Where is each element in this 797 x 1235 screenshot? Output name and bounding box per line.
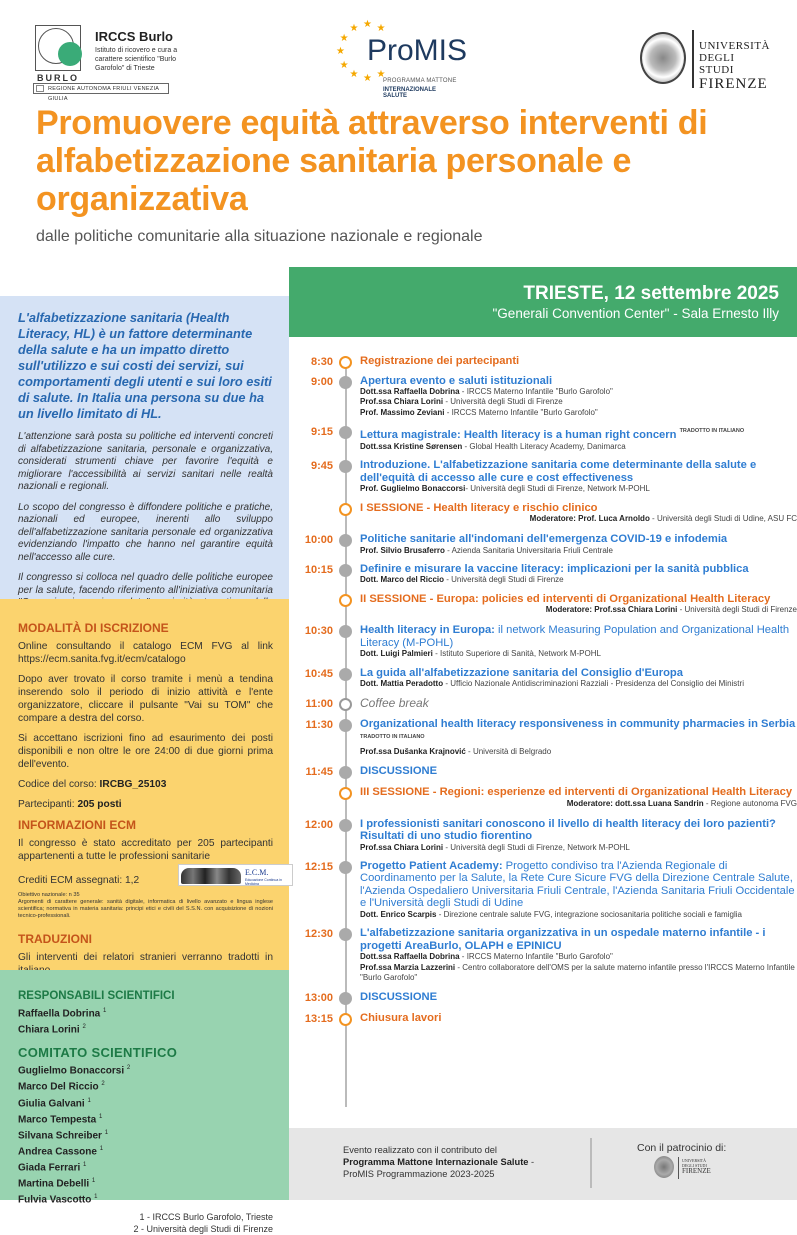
agenda-title: La guida all'alfabetizzazione sanitaria del Consiglio d'Europa [360, 666, 683, 679]
committee-member: Chiara Lorini $^2$ [18, 1024, 86, 1036]
session-header [289, 502, 797, 525]
star-icon: ★ [349, 69, 359, 81]
committee-member: Martina Debelli $^1$ [18, 1178, 96, 1190]
footer-divider [590, 1138, 592, 1188]
session-moderator: Moderatore: Prof.ssa Chiara Lorini - Università degli Studi di Firenze [545, 605, 797, 615]
agenda-title: Registrazione dei partecipanti [360, 355, 520, 367]
agenda-title: Coffee break [360, 695, 429, 710]
agenda-item [289, 375, 797, 419]
agenda-time: 11:00 [305, 697, 333, 710]
speaker: Dott.ssa Raffaella Dobrina - IRCCS Materno Infantile "Burlo Garofolo" [360, 952, 613, 962]
committee-member: Giada Ferrari $^1$ [18, 1162, 87, 1174]
agenda-title: DISCUSSIONE [360, 764, 438, 777]
event-date: TRIESTE, 12 settembre 2025 [523, 283, 779, 304]
ecm-logo [178, 864, 293, 886]
agenda-item [289, 425, 797, 452]
agenda-time: 13:15 [304, 1013, 333, 1026]
speaker: Dott. Marco del Riccio - Università degli Studi di Firenze [360, 575, 564, 585]
agenda-time: 12:30 [304, 928, 333, 941]
patronage-label: Con il patrocinio di: [637, 1142, 727, 1154]
intro-paragraph: Lo scopo del congresso è diffondere politiche e pratiche, nazionali ed europee, inerenti allo sviluppo dell'alfabetizzazione sanitaria personale ed organizzativa evidenziando l'impatto che hanno nel garantire equità nell'accesso alle cure. [18, 501, 273, 563]
agenda-item [289, 818, 797, 853]
agenda-item [289, 1012, 797, 1025]
agenda-item [289, 991, 797, 1004]
page-title: Promuovere equità attraverso interventi di alfabetizzazione sanitaria personale e organizzativa [36, 104, 708, 218]
star-icon: ★ [376, 69, 386, 81]
speaker: Dott.ssa Raffaella Dobrina - IRCCS Materno Infantile "Burlo Garofolo" [360, 387, 613, 396]
committee-member: Marco Del Riccio $^2$ [18, 1081, 105, 1093]
translated-badge: TRADOTTO IN ITALIANO [679, 428, 745, 435]
timeline-dot-icon [339, 861, 352, 874]
ecm-logo-sub: Educazione Continua in Medicina [245, 878, 282, 886]
footnote-2: 2 - Università degli Studi di Firenze [133, 1224, 273, 1235]
intro-panel [0, 296, 289, 599]
agenda-item [289, 563, 797, 586]
speaker: Prof.ssa Dušanka Krajnović - Università di Belgrado [360, 747, 552, 757]
timeline-dot-icon [339, 819, 352, 832]
agenda-time: 12:00 [304, 818, 333, 831]
ecm-accreditation: Il congresso è stato accreditato per 205 partecipanti appartenenti a tutte le professioni sanitarie [18, 838, 273, 862]
agenda-time: 11:45 [305, 765, 333, 778]
timeline-dot-icon [339, 376, 352, 389]
agenda-time: 10:15 [304, 563, 333, 576]
footer-program: Programma Mattone Internazionale Salute [343, 1157, 529, 1167]
session-title: I SESSIONE - Health literacy e rischio clinico [360, 501, 598, 514]
committee-member: Silvana Schreiber $^1$ [18, 1129, 109, 1142]
timeline-dot-icon [339, 992, 352, 1005]
resp-heading: RESPONSABILI SCIENTIFICI [18, 990, 175, 1002]
timeline-dot-icon [339, 928, 352, 941]
break-marker-icon [339, 698, 352, 711]
agenda-item [289, 927, 797, 983]
unifi-line3: FIRENZE [699, 76, 768, 92]
speaker: Prof. Guglielmo Bonaccorsi- Università degli Studi di Firenze, Network M-POHL [360, 484, 650, 494]
committee-panel [0, 970, 289, 1235]
timeline-dot-icon [339, 426, 352, 439]
burlo-wordmark: BURLO [37, 73, 79, 83]
agenda-time: 10:30 [304, 625, 333, 638]
timeline-dot-icon [339, 625, 352, 638]
agenda-time: 8:30 [310, 356, 333, 368]
committee-member: Fulvia Vascotto $^1$ [18, 1194, 98, 1206]
agenda-time: 10:00 [304, 534, 333, 547]
burlo-mark-icon [35, 25, 81, 71]
unifi-line1: UNIVERSITÀ [699, 40, 770, 52]
star-icon: ★ [339, 32, 349, 44]
star-icon: ★ [339, 59, 349, 71]
ecm-credits: Crediti ECM assegnati: 1,2 [18, 875, 140, 886]
event-header [289, 267, 797, 337]
regione-label: REGIONE AUTONOMA FRIULI VENEZIA GIULIA [48, 86, 159, 102]
speaker: Prof.ssa Chiara Lorini - Università degli Studi di Firenze [360, 397, 563, 407]
speaker: Dott. Enrico Scarpis - Direzione centrale salute FVG, integrazione sociosanitaria politiche sociali e famiglia [360, 909, 742, 919]
timeline-dot-icon [339, 534, 352, 547]
promis-sub2: INTERNAZIONALE SALUTE [383, 87, 436, 99]
unifi-seal-icon [654, 1156, 674, 1178]
star-icon: ★ [363, 73, 372, 84]
agenda-title: L'alfabetizzazione sanitaria organizzativa in un ospedale materno infantile - i progetti AreaBurlo, OLAPH e EPINICU [360, 927, 766, 952]
intro-paragraph: L'attenzione sarà posta su politiche ed interventi concreti di alfabetizzazione sanitaria, personale e organizzativa, considerati strumenti chiave per favorire l'equità e migliorare l'accessibilità ai servizi sanitari nelle realtà nazionali e regionali. [18, 431, 273, 492]
session-marker-icon [339, 594, 352, 607]
session-marker-icon [339, 503, 352, 516]
intro-lead: L'alfabetizzazione sanitaria (Health Literacy, HL) è un fattore determinante della salute e ha un impatto diretto sull'utilizzo e sui costi dei servizi, sui comportamenti degli utenti e sui loro esiti di salute. In Italia una persona su due ha un livello limitato di HL. [18, 310, 272, 421]
agenda-title: Politiche sanitarie all'indomani dell'emergenza COVID-19 e infodemia [360, 533, 728, 546]
agenda-item [289, 533, 797, 556]
burlo-description: Istituto di ricovero e cura a carattere scientifico "Burlo Garofolo" di Trieste [95, 47, 178, 72]
star-icon: ★ [349, 22, 359, 34]
timeline-dot-icon [339, 719, 352, 732]
agenda-item [289, 459, 797, 494]
comitato-heading: COMITATO SCIENTIFICO [18, 1045, 178, 1061]
speaker: Prof.ssa Marzia Lazzerini - Centro collaboratore dell'OMS per la salute materno infantile presso l'IRCCS Materno Infantile "Burlo Garofolo" [360, 962, 795, 983]
page-subtitle: dalle politiche comunitarie alla situazione nazionale e regionale [36, 228, 483, 245]
ecm-people-icon [181, 868, 241, 884]
members-list [18, 1062, 273, 1207]
agenda-item [289, 860, 797, 920]
speaker: Dott. Mattia Peradotto - Ufficio Nazionale Antidiscriminazioni Razziali - Presidenza del Consiglio dei Ministri [360, 679, 744, 689]
agenda-item [289, 718, 797, 757]
translations-heading: TRADUZIONI [18, 932, 92, 946]
footer-unifi-logo: UNIVERSITÀ DEGLI STUDI FIRENZE [654, 1156, 714, 1186]
star-icon: ★ [363, 19, 372, 30]
agenda-time: 13:00 [304, 991, 333, 1004]
star-icon: ★ [336, 46, 345, 57]
timeline-dot-icon [339, 564, 352, 577]
registration-heading: MODALITÀ DI ISCRIZIONE [18, 621, 169, 635]
agenda-title: DISCUSSIONE [360, 990, 438, 1003]
agenda [289, 355, 797, 1032]
agenda-time: 9:45 [310, 460, 333, 473]
star-icon: ★ [376, 22, 386, 34]
footnote-1: 1 - IRCCS Burlo Garofolo, Trieste [139, 1212, 273, 1223]
footer-line1: Evento realizzato con il contributo del [343, 1145, 498, 1155]
agenda-item [289, 667, 797, 690]
speaker: Prof. Massimo Zeviani - IRCCS Materno Infantile "Burlo Garofolo" [360, 407, 598, 417]
ecm-objective: Obiettivo nazionale: n 35 [18, 892, 80, 898]
speaker: Prof.ssa Chiara Lorini - Università degli Studi di Firenze, Network M-POHL [360, 842, 630, 852]
agenda-title: Definire e misurare la vaccine literacy: implicazioni per la sanità pubblica [360, 562, 749, 575]
agenda-title: Apertura evento e saluti istituzionali [360, 374, 553, 387]
agenda-title: Health literacy in Europa: il network Measuring Population and Organizational Health Literacy (M-POHL) [360, 624, 790, 649]
agenda-time: 11:30 [305, 719, 333, 732]
timeline-dot-icon [339, 766, 352, 779]
translated-badge: TRADOTTO IN ITALIANO [360, 733, 425, 740]
agenda-time: 12:15 [304, 860, 333, 873]
agenda-title: Lettura magistrale: Health literacy is a human right concern $^{TRADOTTO IN ITALIANO}$ [360, 428, 745, 442]
session-header [289, 593, 797, 616]
ecm-heading: INFORMAZIONI ECM [18, 818, 136, 832]
agenda-item [289, 624, 797, 659]
registration-panel [0, 599, 289, 970]
committee-member: Andrea Cassone $^1$ [18, 1145, 104, 1158]
session-moderator: Moderatore: dott.ssa Luana Sandrin - Regione autonoma FVG [566, 798, 797, 808]
regione-flag-icon [36, 85, 44, 92]
timeline-ring-icon [339, 356, 352, 369]
agenda-title: Progetto Patient Academy: Progetto condiviso tra l'Azienda Regionale di Coordinamento per la Salute, la Rete Cure Sicure FVG della Direzione Centrale Salute, l'Azienda Ospedaliero Universitaria Friuli Centrale, l'Azienda Sanitaria Friuli Occidentale e l'Università degli Studi di Udine [360, 859, 795, 910]
translations-text: Gli interventi dei relatori stranieri verranno tradotti in [18, 952, 273, 963]
timeline-dot-icon [339, 460, 352, 473]
resp-list [18, 1005, 273, 1037]
timeline-ring-icon [339, 1013, 352, 1026]
agenda-item [289, 697, 797, 710]
footer: Evento realizzato con il contributo del Programma Mattone Internazionale Salute - ProMIS Programmazione 2023-2025 Con il patrocinio di: UNIVERSITÀ DEGLI STUDI FIRENZE [289, 1128, 797, 1200]
agenda-title: Chiusura lavori [360, 1012, 442, 1025]
regione-fvg-badge [33, 83, 169, 102]
speaker: Dott.ssa Kristine Sørensen - Global Health Literacy Academy, Danimarca [360, 441, 626, 451]
agenda-time: 9:00 [310, 375, 333, 388]
agenda-time: 9:15 [310, 426, 333, 439]
registration-deadline: Si accettano iscrizioni fino ad esaurimento dei posti disponibili e non oltre le ore 24:00 di due giorni prima dell'evento. [18, 733, 273, 770]
agenda-time: 10:45 [304, 667, 333, 680]
session-title: III SESSIONE - Regioni: esperienze ed interventi di Organizational Health Literacy [360, 786, 793, 799]
committee-member: Raffaella Dobrina $^1$ [18, 1008, 107, 1020]
session-marker-icon [339, 787, 352, 800]
promis-sub1: PROGRAMMA MATTONE [383, 78, 457, 84]
registration-instructions: Dopo aver trovato il corso tramite i menù a tendina inserendo solo il periodo di inizio attività e l'ente organizzatore, cliccare il pulsante "Vai su TOM" che compare a destra del corso. [18, 674, 273, 724]
session-header [289, 786, 797, 809]
course-code-value: IRCBG_25103 [99, 779, 167, 790]
agenda-item [289, 765, 797, 778]
committee-member: Giulia Galvani $^1$ [18, 1097, 91, 1109]
speaker: Prof. Silvio Brusaferro - Azienda Sanitaria Universitaria Friuli Centrale [360, 545, 613, 555]
event-venue: "Generali Convention Center" - Sala Ernesto Illy [492, 306, 779, 321]
footer-line3: ProMIS Programmazione 2023-2025 [343, 1169, 495, 1179]
ecm-logo-text: E.C.M. [245, 868, 269, 877]
participants: Partecipanti: 205 posti [18, 799, 122, 810]
agenda-title: I professionisti sanitari conoscono il livello di health literacy dei loro pazienti? Risultati di uno studio fiorentino [360, 817, 776, 843]
promis-name: ProMIS [367, 34, 468, 67]
session-moderator: Moderatore: Prof. Luca Arnoldo - Università degli Studi di Udine, ASU FC [529, 514, 797, 524]
session-title: II SESSIONE - Europa: policies ed interventi di Organizational Health Literacy [360, 592, 771, 605]
participants-value: 205 posti [77, 799, 122, 810]
agenda-title: Organizational health literacy responsiveness in community pharmacies in Serbia $^{TRADOTTO IN ITALIANO}$ [360, 718, 796, 740]
speaker: Dott. Luigi Palmieri - Istituto Superiore di Sanità, Network M-POHL [360, 649, 601, 659]
committee-member: Guglielmo Bonaccorsi $^2$ [18, 1065, 131, 1077]
burlo-name: IRCCS Burlo [95, 29, 173, 44]
unifi-seal-icon [640, 32, 686, 84]
registration-link-text[interactable]: Online consultando il catalogo ECM FVG al link https://ecm.sanita.fvg.it/ecm/catalogo [18, 641, 273, 665]
promis-logo [336, 18, 468, 99]
course-code: Codice del corso: IRCBG_25103 [18, 779, 167, 790]
agenda-item [289, 355, 797, 368]
unifi-logo [640, 30, 770, 90]
timeline-dot-icon [339, 668, 352, 681]
intro-paragraph: Il congresso si colloca nel quadro delle politiche europee per la salute, facendo riferimento all'iniziativa comunitaria [18, 572, 273, 596]
committee-member: Marco Tempesta $^1$ [18, 1113, 103, 1125]
unifi-line2: DEGLI STUDI [699, 52, 735, 76]
agenda-title: Introduzione. L'alfabetizzazione sanitaria come determinante della salute e dell'equità di accesso alle cure e cost effectiveness [360, 459, 757, 484]
ecm-topics: Argomenti di carattere generale: sanità digitale, informatica di livello avanzato e lingua inglese scientifica; normativa in materia sanitaria: principi etici e civili del S.S.N. con acquisizione di nozioni tecnico-professionali. [18, 899, 273, 919]
